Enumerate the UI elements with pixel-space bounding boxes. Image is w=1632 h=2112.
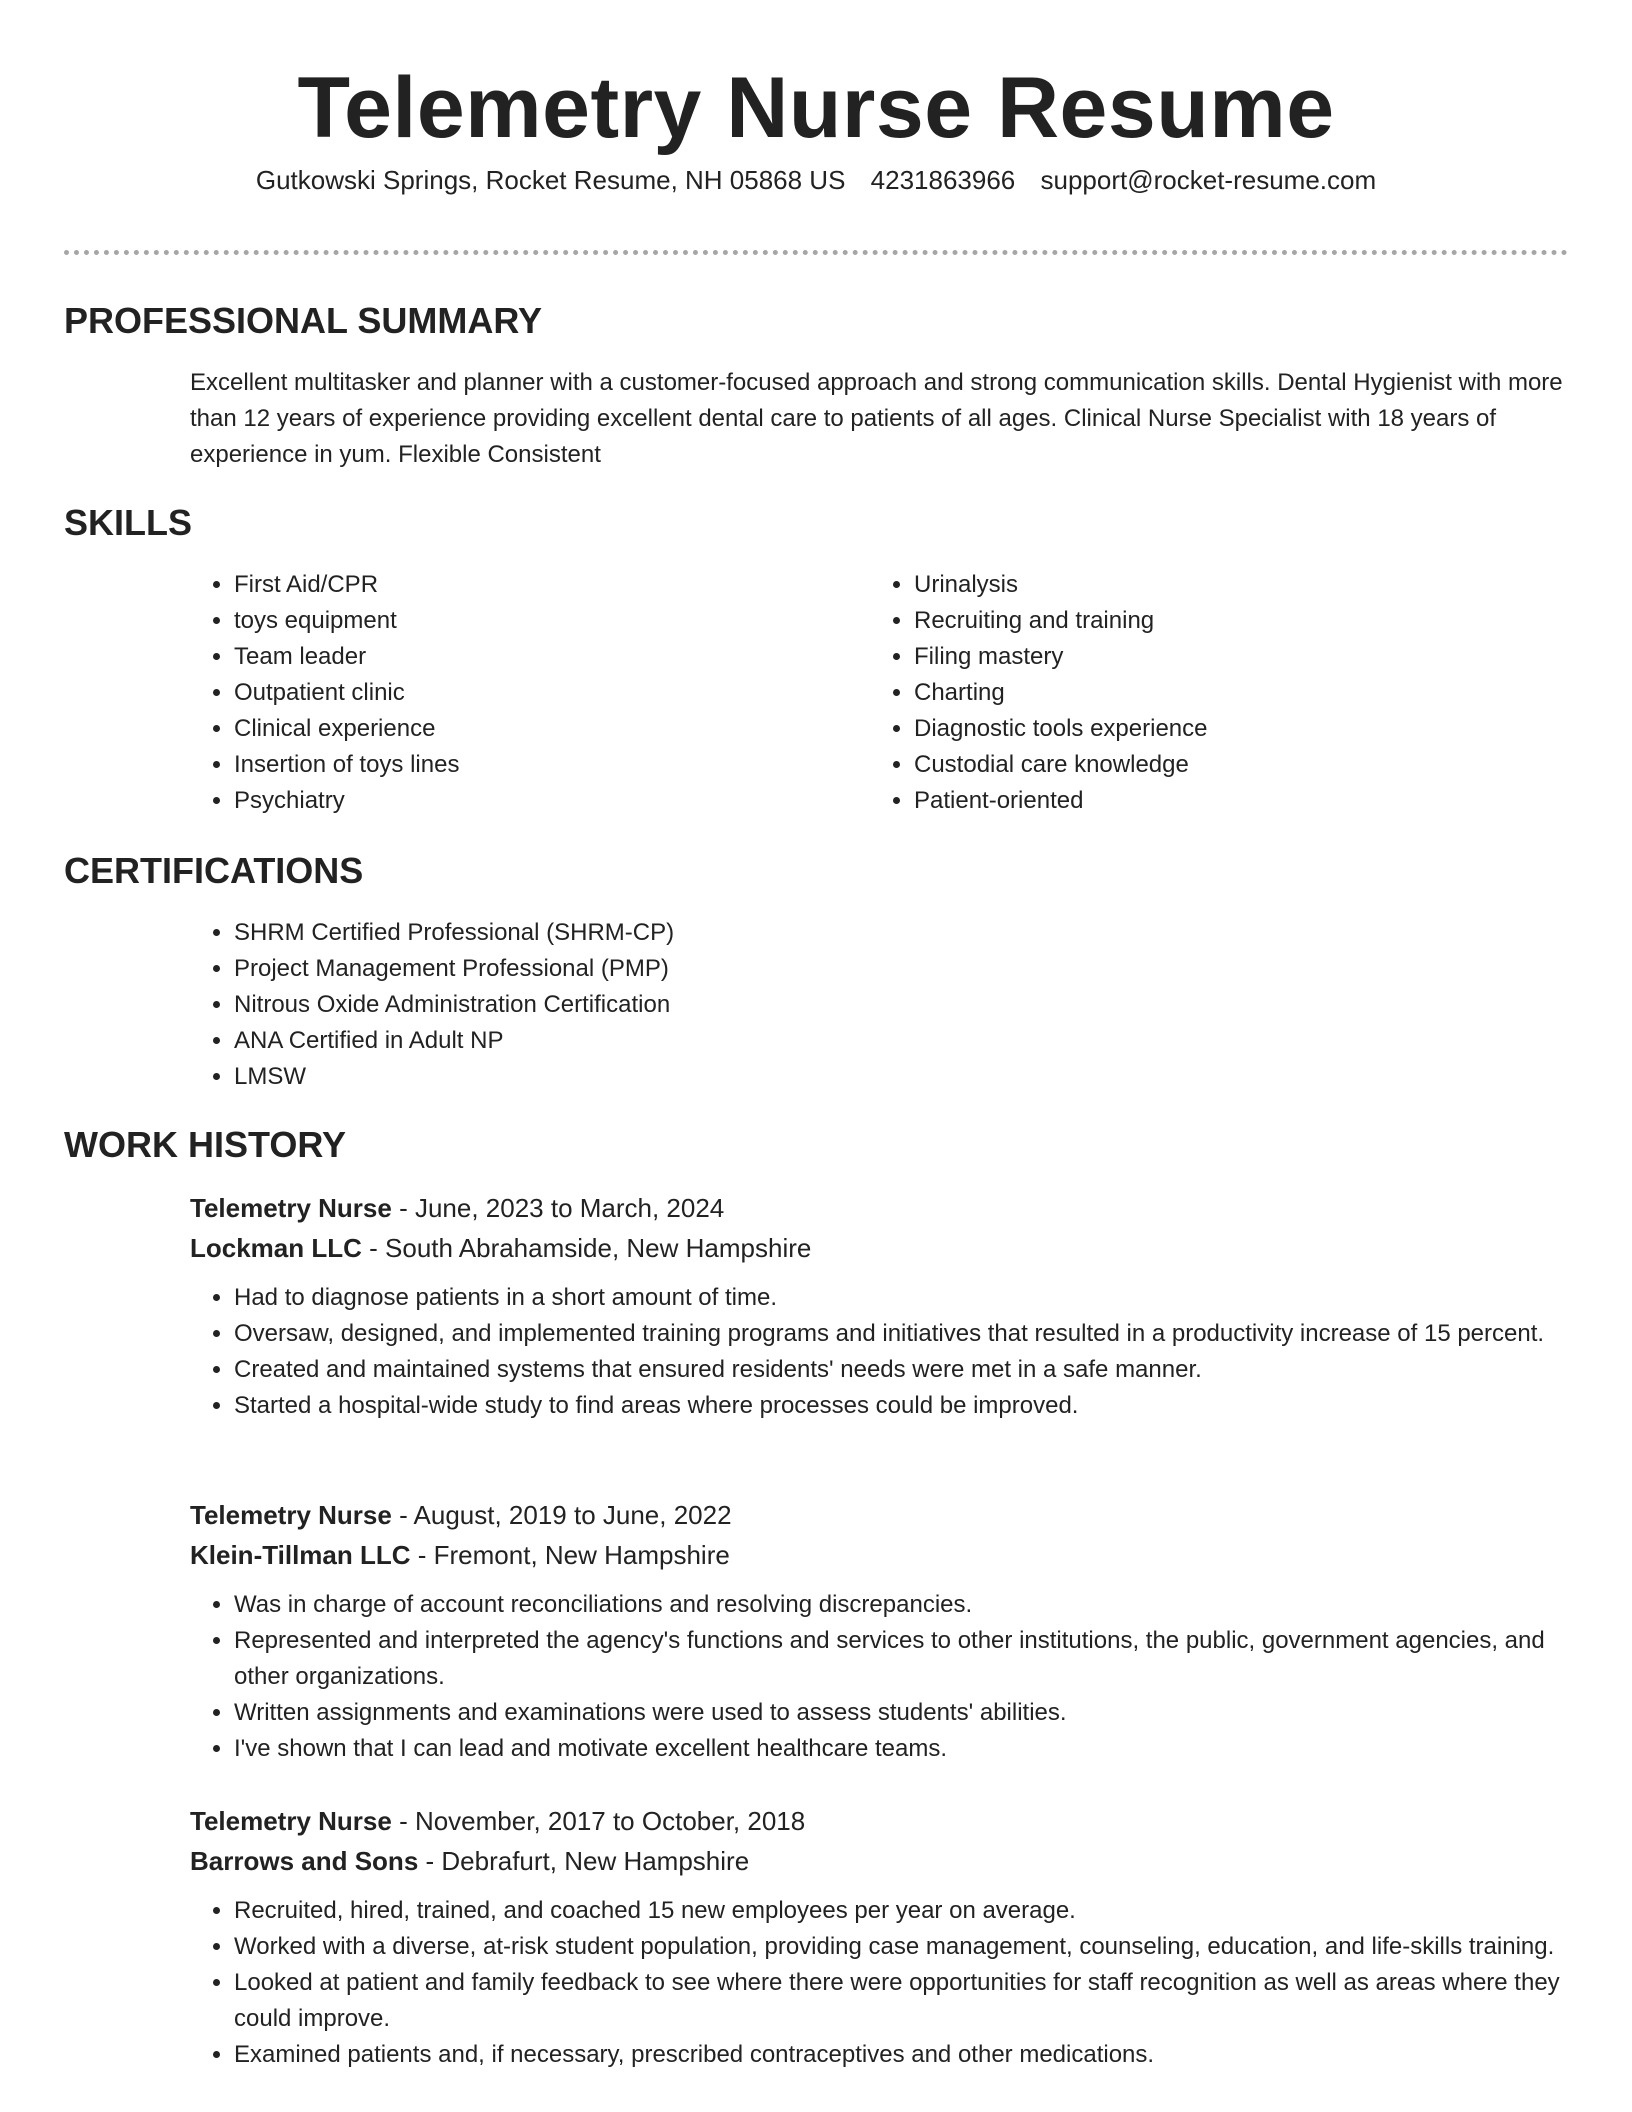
job-title-line	[190, 1495, 1566, 1535]
job-entry	[190, 1495, 1566, 1767]
job-bullet: • Started a hospital-wide study to find areas where processes could be improved.	[234, 1388, 1566, 1424]
contact-line	[0, 160, 1632, 200]
skill-item: • Psychiatry	[234, 783, 459, 819]
job-bullet: • Written assignments and examinations were used to assess students' abilities.	[234, 1695, 1566, 1731]
job-dates: - June, 2023 to March, 2024	[391, 1193, 725, 1223]
job-bullets	[190, 1893, 1566, 2073]
contact-phone: 4231863966	[870, 165, 1016, 195]
job-bullet: • I've shown that I can lead and motivate excellent healthcare teams.	[234, 1731, 1566, 1767]
work-history-heading: WORK HISTORY	[64, 1124, 347, 1165]
skill-item: • Patient-oriented	[914, 783, 1208, 819]
job-bullet: • Oversaw, designed, and implemented training programs and initiatives that resulted in a productivity increase of 15 percent.	[234, 1316, 1566, 1352]
skills-list-left	[190, 567, 459, 819]
job-company-line	[190, 1535, 1566, 1575]
skill-item: • First Aid/CPR	[234, 567, 459, 603]
job-bullet: • Looked at patient and family feedback to see where there were opportunities for staff recognition as well as areas where they could improve.	[234, 1965, 1566, 2037]
certification-item: • SHRM Certified Professional (SHRM-CP)	[234, 915, 674, 951]
skills-heading: SKILLS	[64, 502, 193, 543]
skill-item: • Diagnostic tools experience	[914, 711, 1208, 747]
contact-address: Gutkowski Springs, Rocket Resume, NH 05868 US	[255, 165, 846, 195]
summary-text: Excellent multitasker and planner with a customer-focused approach and strong communication skills. Dental Hygienist with more than 12 years of experience providing excellent dental care to patients of all ages. Clinical Nurse Specialist with 18 years of experience in yum. Flexible Consistent	[190, 369, 1563, 468]
certifications-list	[190, 915, 674, 1095]
job-title-line	[190, 1188, 1566, 1228]
job-bullet: • Had to diagnose patients in a short amount of time.	[234, 1280, 1566, 1316]
job-location: - South Abrahamside, New Hampshire	[361, 1233, 812, 1263]
job-dates: - November, 2017 to October, 2018	[391, 1806, 806, 1836]
skills-list-right	[870, 567, 1208, 819]
job-bullet: • Worked with a diverse, at-risk student population, providing case management, counseling, education, and life-skills training.	[234, 1929, 1566, 1965]
skill-item: • Outpatient clinic	[234, 675, 459, 711]
job-company-line	[190, 1228, 1566, 1268]
certification-item: • Project Management Professional (PMP)	[234, 951, 674, 987]
certification-item: • ANA Certified in Adult NP	[234, 1023, 674, 1059]
job-company-line	[190, 1841, 1566, 1881]
skill-item: • Insertion of toys lines	[234, 747, 459, 783]
job-bullet: • Created and maintained systems that ensured residents' needs were met in a safe manner.	[234, 1352, 1566, 1388]
job-entry	[190, 1801, 1566, 2073]
job-title: Telemetry Nurse	[190, 1500, 392, 1530]
job-location: - Debrafurt, New Hampshire	[418, 1846, 750, 1876]
job-bullet: • Was in charge of account reconciliations and resolving discrepancies.	[234, 1587, 1566, 1623]
job-title: Telemetry Nurse	[190, 1193, 392, 1223]
job-entry	[190, 1188, 1566, 1424]
job-location: - Fremont, New Hampshire	[410, 1540, 730, 1570]
summary-heading: PROFESSIONAL SUMMARY	[64, 300, 543, 341]
skill-item: • Team leader	[234, 639, 459, 675]
skill-item: • Filing mastery	[914, 639, 1208, 675]
skill-item: • Custodial care knowledge	[914, 747, 1208, 783]
certification-item: • Nitrous Oxide Administration Certification	[234, 987, 674, 1023]
job-title-line	[190, 1801, 1566, 1841]
job-company: Klein-Tillman LLC	[190, 1540, 411, 1570]
job-dates: - August, 2019 to June, 2022	[391, 1500, 732, 1530]
job-title: Telemetry Nurse	[190, 1806, 392, 1836]
job-bullet: • Recruited, hired, trained, and coached 15 new employees per year on average.	[234, 1893, 1566, 1929]
page-title: Telemetry Nurse Resume	[297, 60, 1335, 156]
job-bullets	[190, 1587, 1566, 1767]
certification-item: • LMSW	[234, 1059, 674, 1095]
skill-item: • toys equipment	[234, 603, 459, 639]
certifications-heading: CERTIFICATIONS	[64, 850, 364, 891]
skill-item: • Recruiting and training	[914, 603, 1208, 639]
header-divider	[64, 250, 1568, 255]
skill-item: • Clinical experience	[234, 711, 459, 747]
skill-item: • Charting	[914, 675, 1208, 711]
job-company: Barrows and Sons	[190, 1846, 419, 1876]
job-company: Lockman LLC	[190, 1233, 362, 1263]
skill-item: • Urinalysis	[914, 567, 1208, 603]
job-bullets	[190, 1280, 1566, 1424]
contact-email: support@rocket-resume.com	[1040, 165, 1377, 195]
job-bullet: • Represented and interpreted the agency's functions and services to other institutions, the public, government agencies, and other organizations.	[234, 1623, 1566, 1695]
job-bullet: • Examined patients and, if necessary, prescribed contraceptives and other medications.	[234, 2037, 1566, 2073]
